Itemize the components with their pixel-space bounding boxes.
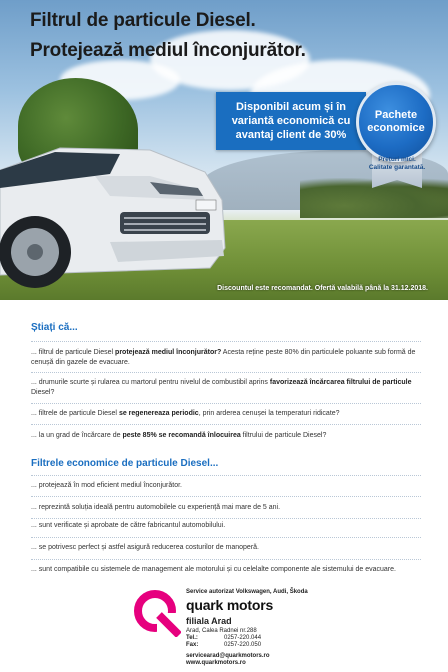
item-text: filtrului de particule Diesel? <box>240 432 327 439</box>
contact-block <box>186 653 270 667</box>
dealer-line: Service autorizat Volkswagen, Audi, Škoda <box>186 589 308 595</box>
section-title-economic-filters: Filtrele economice de particule Diesel... <box>31 458 219 469</box>
item-bold: peste 85% se recomandă înlocuirea <box>122 432 241 439</box>
divider <box>31 341 421 342</box>
email-link[interactable]: servicearad@quarkmotors.ro <box>186 653 270 659</box>
promo-box: Disponibil acum și în variantă economică cu avantaj client de 30% <box>216 92 366 150</box>
divider <box>31 403 421 404</box>
phone-label: Tel.: <box>186 635 198 641</box>
list-item <box>31 378 421 398</box>
divider <box>31 496 421 497</box>
item-text: ... filtrul de particule Diesel <box>31 349 116 356</box>
ribbon-text: Prețuri mici. Calitate garantată. <box>368 156 426 171</box>
item-bold: favorizează încărcarea filtrului de particule <box>269 379 412 386</box>
item-text: ... la un grad de încărcare de <box>31 432 123 439</box>
offer-disclaimer: Discountul este recomandat. Ofertă valabilă până la 31.12.2018. <box>217 285 428 292</box>
website-link[interactable]: www.quarkmotors.ro <box>186 660 246 666</box>
item-text: ... drumurile scurte și rularea cu martorul pentru nivelul de combustibil aprins <box>31 379 270 386</box>
brand-name: quark motors <box>186 597 274 613</box>
white-suv-image <box>0 130 240 290</box>
section-title-did-you-know: Știați că... <box>31 322 78 333</box>
item-text: Acesta reține peste 80% din particulele poluante sub formă de cenușă din gazele de evacuare. <box>31 349 416 366</box>
branch-name: filiala Arad <box>186 616 232 626</box>
phone-value: 0257-220.044 <box>224 635 262 641</box>
fax-value: 0257-220.050 <box>224 642 262 648</box>
item-bold: protejează mediul înconjurător? <box>115 349 222 356</box>
list-item <box>31 348 421 368</box>
address-block <box>186 628 261 649</box>
item-text: Diesel? <box>31 389 55 396</box>
fax-row <box>186 642 261 649</box>
economic-packages-badge: Pachete economice <box>356 82 436 162</box>
divider <box>31 372 421 373</box>
list-item: ... reprezintă soluția ideală pentru automobilele cu experiență mai mare de 5 ani. <box>31 504 281 511</box>
list-item: ... se potrivesc perfect și astfel asigură reducerea costurilor de manoperă. <box>31 544 259 551</box>
page-title <box>30 6 440 66</box>
list-item <box>31 431 421 441</box>
divider <box>31 475 421 476</box>
divider <box>31 537 421 538</box>
address: Arad, Calea Radnei nr.288 <box>186 628 257 634</box>
divider <box>31 424 421 425</box>
item-text: ... filtrele de particule Diesel <box>31 410 119 417</box>
item-text: , prin arderea cenușei la temperaturi ridicate? <box>198 410 340 417</box>
phone-row <box>186 635 261 642</box>
list-item: ... protejează în mod eficient mediul înconjurător. <box>31 482 182 489</box>
title-line-1: Filtrul de particule Diesel. <box>30 10 256 31</box>
hero-banner <box>0 0 448 300</box>
fax-label: Fax: <box>186 642 199 648</box>
quark-logo-icon <box>133 589 181 637</box>
list-item: ... sunt verificate și aprobate de către fabricantul automobilului. <box>31 522 226 529</box>
item-bold: se regenereaza periodic <box>118 410 199 417</box>
list-item: ... sunt compatibile cu sistemele de management ale motorului și cu celelalte componente ale sistemului de evacuare. <box>31 566 396 573</box>
divider <box>31 559 421 560</box>
divider <box>31 518 421 519</box>
title-line-2: Protejează mediul înconjurător. <box>30 40 306 61</box>
list-item <box>31 409 421 419</box>
